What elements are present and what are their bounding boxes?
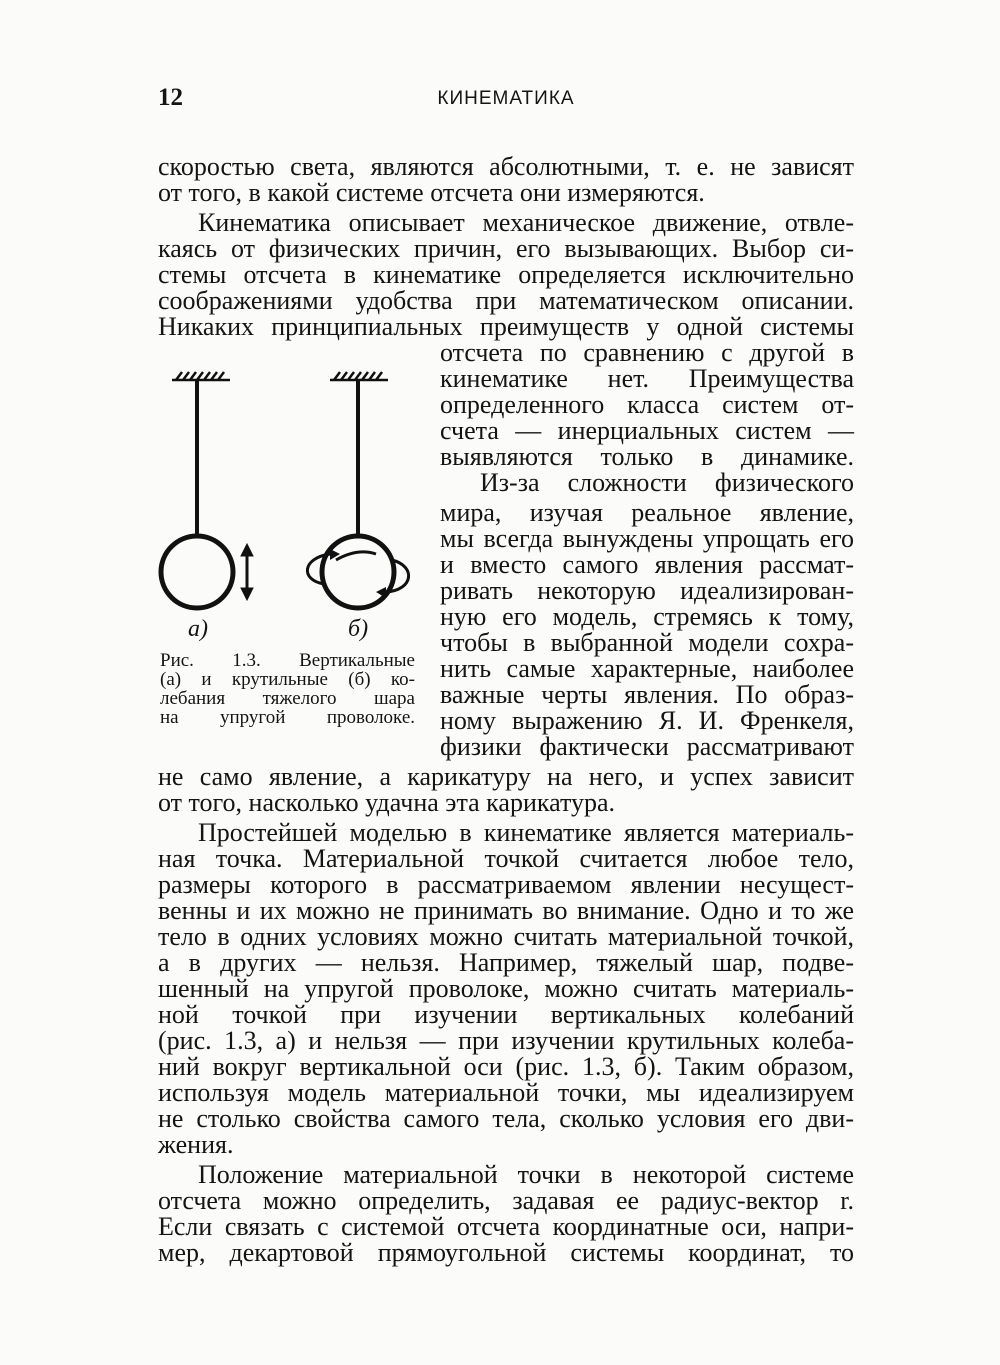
left-ball — [161, 536, 233, 608]
text-line: используя модель материальной точки, мы идеализируем — [158, 1078, 854, 1107]
figure-1-3 — [150, 354, 430, 754]
left-support-hatch — [172, 372, 230, 380]
text-line: соображениями удобства при математическом описании. — [158, 286, 854, 315]
text-line: (рис. 1.3, а) и нельзя — при изучении крутильных колеба- — [158, 1026, 854, 1055]
text-line: выявляются только в динамике. — [440, 442, 854, 471]
label-b: б) — [348, 616, 369, 642]
text-line: не само явление, а карикатуру на него, и успех зависит — [158, 762, 854, 791]
text-line: жения. — [158, 1130, 234, 1159]
text-line: отсчета по сравнению с другой в — [440, 338, 854, 367]
text-line: мер, декартовой прямоугольной системы координат, то — [158, 1238, 854, 1267]
text-line: венны и их можно не принимать во внимание. Одно и то же — [158, 896, 854, 925]
rotation-arrowheads — [330, 549, 386, 598]
text-line: чтобы в выбранной модели сохра- — [440, 628, 854, 657]
text-line: важные черты явления. По образ- — [440, 680, 854, 709]
figure-caption — [160, 651, 415, 727]
text-line: нить самые характерные, наиболее — [440, 654, 854, 683]
text-line: и вместо самого явления рассмат- — [440, 550, 854, 579]
text-line: мира, изучая реальное явление, — [440, 498, 854, 527]
page-number: 12 — [158, 84, 183, 111]
label-a: а) — [188, 616, 208, 642]
pendulum-diagram — [150, 354, 430, 654]
page-header — [158, 84, 854, 116]
text-line: тело в одних условиях можно считать материальной точкой, — [158, 922, 854, 951]
text-line: кинематике нет. Преимущества — [440, 364, 854, 393]
text-line: Простейшей моделью в кинематике является материаль- — [198, 818, 854, 847]
text-line: Если связать с системой отсчета координатные оси, напри- — [158, 1212, 854, 1241]
right-support-hatch — [330, 372, 388, 380]
text-line: Никаких принципиальных преимуществ у одной системы — [158, 312, 854, 341]
text-line: от того, насколько удачна эта карикатура. — [158, 788, 616, 817]
text-line: счета — инерциальных систем — — [440, 416, 854, 445]
text-line: от того, в какой системе отсчета они измеряются. — [158, 178, 705, 207]
text-line: размеры которого в рассматриваемом явлении несущест- — [158, 870, 854, 899]
text-line: ной точкой при изучении вертикальных колебаний — [158, 1000, 854, 1029]
caption-line: Рис. 1.3. Вертикальные — [160, 650, 415, 671]
text-line: скоростью света, являются абсолютными, т. е. не зависят — [158, 152, 854, 181]
right-ball — [322, 536, 394, 608]
running-title: КИНЕМАТИКА — [437, 88, 575, 109]
text-line: мы всегда вынуждены упрощать его — [440, 524, 854, 553]
text-line: определенного класса систем от- — [440, 390, 854, 419]
text-line: а в других — нельзя. Например, тяжелый шар, подве- — [158, 948, 854, 977]
text-line: ная точка. Материальной точкой считается любое тело, — [158, 844, 854, 873]
text-line: стемы отсчета в кинематике определяется исключительно — [158, 260, 854, 289]
vertical-arrow — [241, 544, 253, 600]
caption-line: (а) и крутильные (б) ко- — [160, 669, 415, 690]
text-line: Из-за сложности физического — [480, 468, 854, 497]
text-line: отсчета можно определить, задавая ее радиус-вектор r. — [158, 1186, 854, 1215]
text-line: каясь от физических причин, его вызывающих. Выбор си- — [158, 234, 854, 263]
text-line: ному выражению Я. И. Френкеля, — [440, 706, 854, 735]
text-line: ний вокруг вертикальной оси (рис. 1.3, б). Таким образом, — [158, 1052, 854, 1081]
text-line: ную его модель, стремясь к тому, — [440, 602, 854, 631]
text-line: Положение материальной точки в некоторой системе — [198, 1160, 854, 1189]
text-line: физики фактически рассматривают — [440, 732, 854, 761]
text-line: не столько свойства самого тела, сколько условия его дви- — [158, 1104, 854, 1133]
text-line: ривать некоторую идеализирован- — [440, 576, 854, 605]
caption-line: лебания тяжелого шара — [160, 688, 415, 709]
text-line: Кинематика описывает механическое движение, отвле- — [198, 208, 854, 237]
caption-line: на упругой проволоке. — [160, 707, 415, 728]
text-line: шенный на упругой проволоке, можно считать материаль- — [158, 974, 854, 1003]
